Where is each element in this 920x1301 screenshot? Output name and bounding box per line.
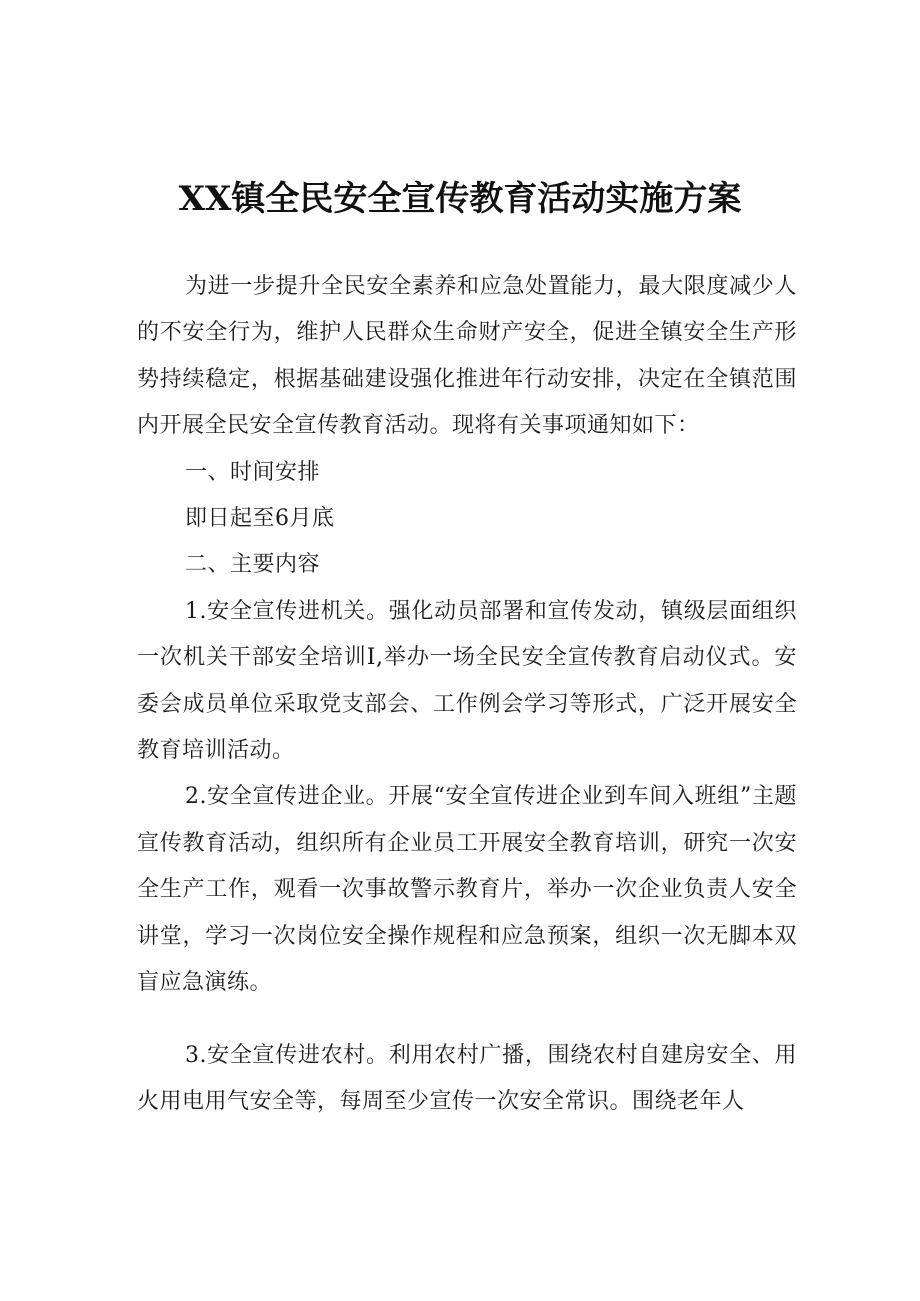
schedule-text: 即日起至6月底: [184, 506, 335, 532]
item-agencies-paragraph: 1.安全宣传进机关。强化动员部署和宣传发动，镇级层面组织一次机关干部安全培训I,举办一场全民安全宣传教育启动仪式。安委会成员单位采取党支部会、工作例会学习等形式，广泛开展安全教育培训活动。: [137, 598, 797, 764]
item-villages-paragraph: 3.安全宣传进农村。利用农村广播，围绕农村自建房安全、用火用电用气安全等，每周至少宣传一次安全常识。围绕老年人: [137, 1042, 797, 1114]
section-heading-content: 二、主要内容: [184, 552, 320, 578]
section-heading-schedule: 一、时间安排: [184, 459, 320, 485]
document-body: [137, 264, 797, 1125]
document-title: XX镇全民安全宣传教育活动实施方案: [178, 179, 742, 219]
item-enterprises-paragraph: 2.安全宣传进企业。开展“安全宣传进企业到车间入班组”主题宣传教育活动，组织所有企业员工开展安全教育培训，研究一次安全生产工作，观看一次事故警示教育片，举办一次企业负责人安全讲堂，学习一次岗位安全操作规程和应急预案，组织一次无脚本双盲应急演练。: [137, 784, 797, 996]
intro-paragraph: 为进一步提升全民安全素养和应急处置能力，最大限度减少人的不安全行为，维护人民群众生命财产安全，促进全镇安全生产形势持续稳定，根据基础建设强化推进年行动安排，决定在全镇范围内开展全民安全宣传教育活动。现将有关事项通知如下：: [137, 274, 797, 439]
